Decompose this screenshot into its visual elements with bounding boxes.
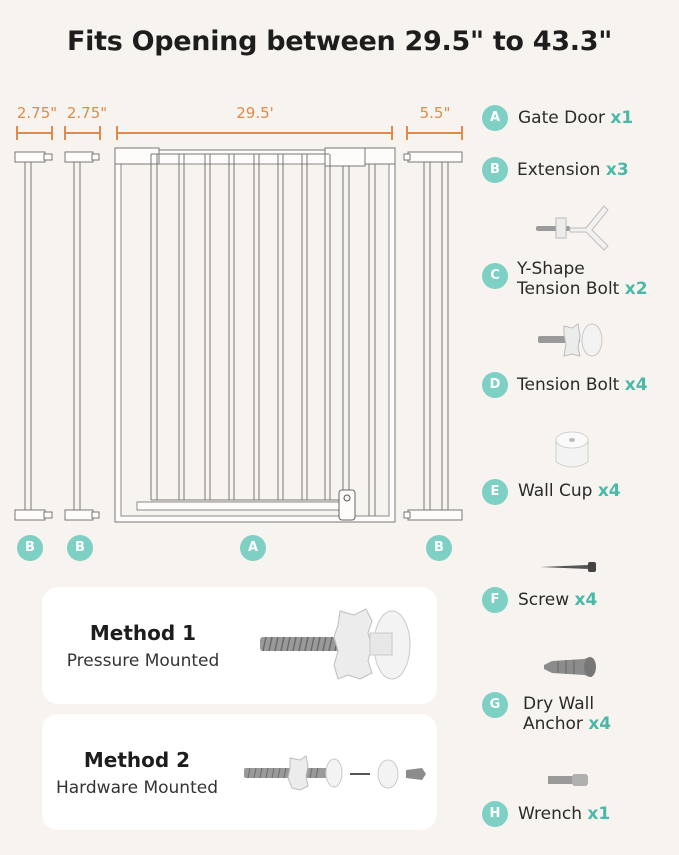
wrench-icon bbox=[546, 770, 594, 792]
part-qty: x4 bbox=[588, 714, 612, 734]
method-2-subtitle: Hardware Mounted bbox=[55, 778, 218, 798]
extension-drawing-left-1 bbox=[14, 148, 54, 528]
gate-door-drawing bbox=[113, 144, 398, 526]
part-qty: x4 bbox=[597, 481, 621, 501]
part-badge-b: B bbox=[482, 157, 508, 183]
part-badge-d: D bbox=[482, 372, 508, 398]
part-label-wrench: Wrench x1 bbox=[518, 804, 611, 824]
part-label-screw: Screw x4 bbox=[518, 590, 598, 610]
extension-drawing-left-2 bbox=[64, 148, 104, 528]
part-badge-c: C bbox=[482, 263, 508, 289]
part-qty: x1 bbox=[587, 804, 611, 824]
part-label-gate-door: Gate Door x1 bbox=[518, 108, 634, 128]
part-label-tension-bolt: Tension Bolt x4 bbox=[517, 375, 648, 395]
y-shape-tension-bolt-icon bbox=[532, 200, 612, 250]
part-label-drywall-anchor: Dry Wall Anchor x4 bbox=[523, 694, 612, 734]
method-1-card bbox=[42, 587, 437, 704]
part-qty: x2 bbox=[624, 279, 648, 299]
page-title: Fits Opening between 29.5" to 43.3" bbox=[67, 26, 612, 57]
part-badge-f: F bbox=[482, 587, 508, 613]
pressure-bolt-icon bbox=[258, 605, 418, 685]
dimension-label-extension-2: 2.75" bbox=[66, 104, 108, 122]
drywall-anchor-icon bbox=[540, 655, 600, 679]
dimension-label-extension-right: 5.5" bbox=[419, 104, 451, 122]
part-badge-e: E bbox=[482, 479, 508, 505]
method-1-title: Method 1 bbox=[89, 621, 197, 645]
wall-cup-icon bbox=[552, 428, 592, 474]
part-badge-g: G bbox=[482, 692, 508, 718]
part-qty: x1 bbox=[610, 108, 634, 128]
part-badge-a: A bbox=[482, 105, 508, 131]
method-2-title: Method 2 bbox=[83, 748, 191, 772]
diagram-badge-b-3: B bbox=[426, 535, 452, 561]
part-label-y-shape-tension-bolt: Y-Shape Tension Bolt x2 bbox=[517, 259, 648, 299]
part-label-wall-cup: Wall Cup x4 bbox=[518, 481, 621, 501]
part-qty: x4 bbox=[624, 375, 648, 395]
tension-bolt-icon bbox=[536, 318, 616, 362]
part-label-extension: Extension x3 bbox=[517, 160, 629, 180]
part-qty: x4 bbox=[574, 590, 598, 610]
diagram-badge-a: A bbox=[240, 535, 266, 561]
part-badge-h: H bbox=[482, 801, 508, 827]
part-qty: x3 bbox=[605, 160, 629, 180]
hardware-mount-icon bbox=[242, 754, 432, 794]
screw-icon bbox=[538, 561, 600, 573]
diagram-badge-b-2: B bbox=[67, 535, 93, 561]
diagram-badge-b-1: B bbox=[17, 535, 43, 561]
dimension-label-gate: 29.5' bbox=[236, 104, 274, 122]
method-1-subtitle: Pressure Mounted bbox=[66, 651, 220, 671]
extension-drawing-right bbox=[406, 148, 466, 528]
method-2-card bbox=[42, 714, 437, 830]
dimension-label-extension-1: 2.75" bbox=[16, 104, 58, 122]
